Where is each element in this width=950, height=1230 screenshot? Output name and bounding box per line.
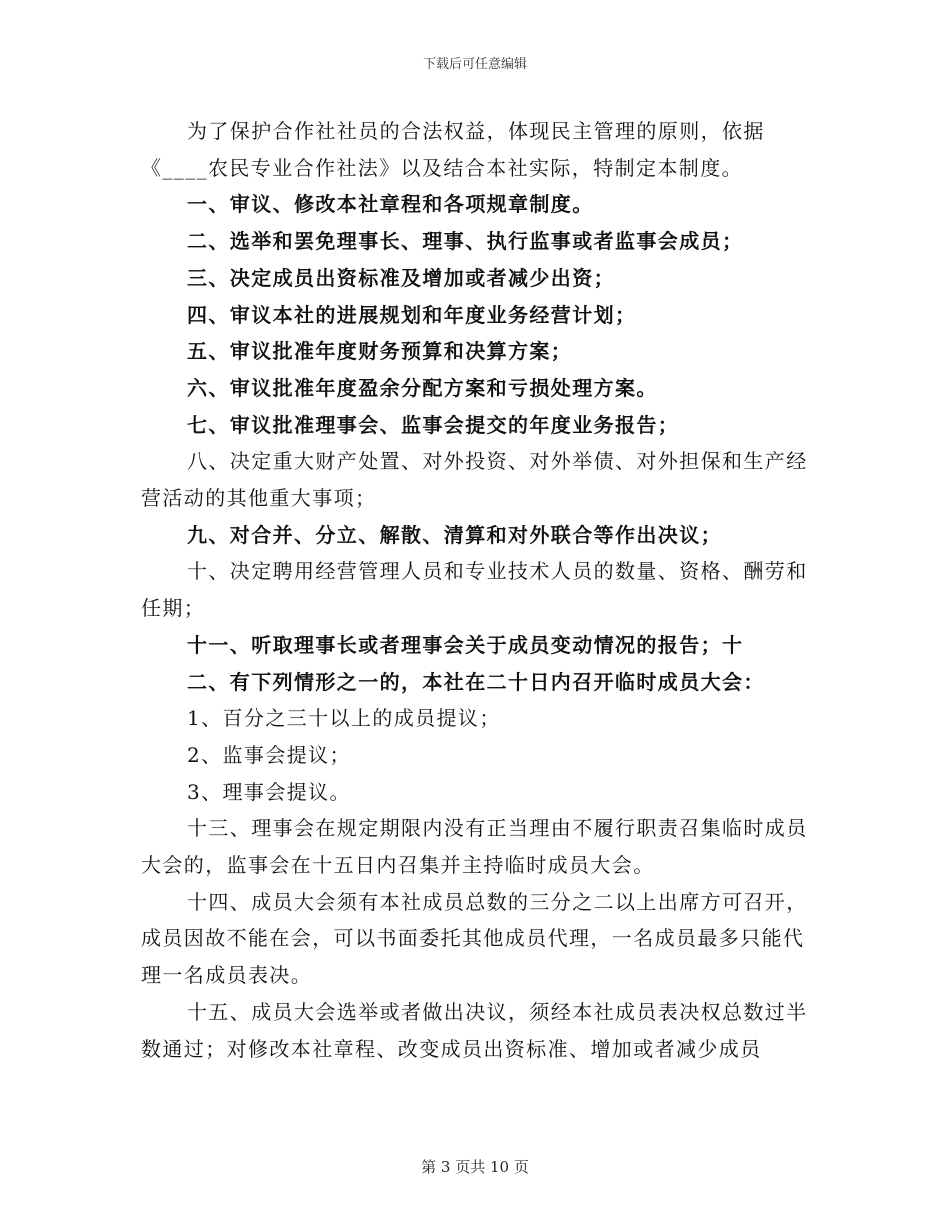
list-item-2: 2、监事会提议； <box>187 742 351 767</box>
clause-7: 七、审议批准理事会、监事会提交的年度业务报告； <box>187 412 680 437</box>
clause-9: 九、对合并、分立、解散、清算和对外联合等作出决议； <box>187 522 722 547</box>
document-body <box>141 113 811 1067</box>
clause-13: 十三、理事会在规定期限内没有正当理由不履行职责召集临时成员大会的，监事会在十五日内召集并主持临时成员大会。 <box>141 816 808 878</box>
clause-2: 二、选举和罢免理事长、理事、执行监事或者监事会成员； <box>187 229 744 254</box>
page-header: 下载后可任意编辑 <box>422 57 527 72</box>
clause-6: 六、审议批准年度盈余分配方案和亏损处理方案。 <box>187 375 658 400</box>
list-item-3: 3、理事会提议。 <box>187 779 351 804</box>
intro-paragraph: 为了保护合作社社员的合法权益，体现民主管理的原则，依据《____农民专业合作社法》以及结合本社实际，特制定本制度。 <box>141 119 765 180</box>
clause-1: 一、审议、修改本社章程和各项规章制度。 <box>187 192 594 217</box>
list-item-1: 1、百分之三十以上的成员提议； <box>187 706 501 731</box>
page-footer: 第 3 页共 10 页 <box>421 1158 529 1176</box>
clause-11: 十一、听取理事长或者理事会关于成员变动情况的报告；十 <box>187 632 744 657</box>
clause-14: 十四、成员大会须有本社成员总数的三分之二以上出席方可召开，成员因故不能在会，可以书面委托其他成员代理，一名成员最多只能代理一名成员表决。 <box>141 889 808 988</box>
clause-5: 五、审议批准年度财务预算和决算方案； <box>187 339 573 364</box>
clause-4: 四、审议本社的进展规划和年度业务经营计划； <box>187 302 637 327</box>
clause-15: 十五、成员大会选举或者做出决议，须经本社成员表决权总数过半数通过；对修改本社章程、改变成员出资标准、增加或者减少成员 <box>141 999 808 1061</box>
clause-12: 二、有下列情形之一的，本社在二十日内召开临时成员大会： <box>187 669 765 694</box>
clause-3: 三、决定成员出资标准及增加或者减少出资； <box>187 265 615 290</box>
clause-8: 八、决定重大财产处置、对外投资、对外举债、对外担保和生产经营活动的其他重大事项； <box>141 449 808 511</box>
clause-10: 十、决定聘用经营管理人员和专业技术人员的数量、资格、酬劳和任期； <box>141 559 808 621</box>
